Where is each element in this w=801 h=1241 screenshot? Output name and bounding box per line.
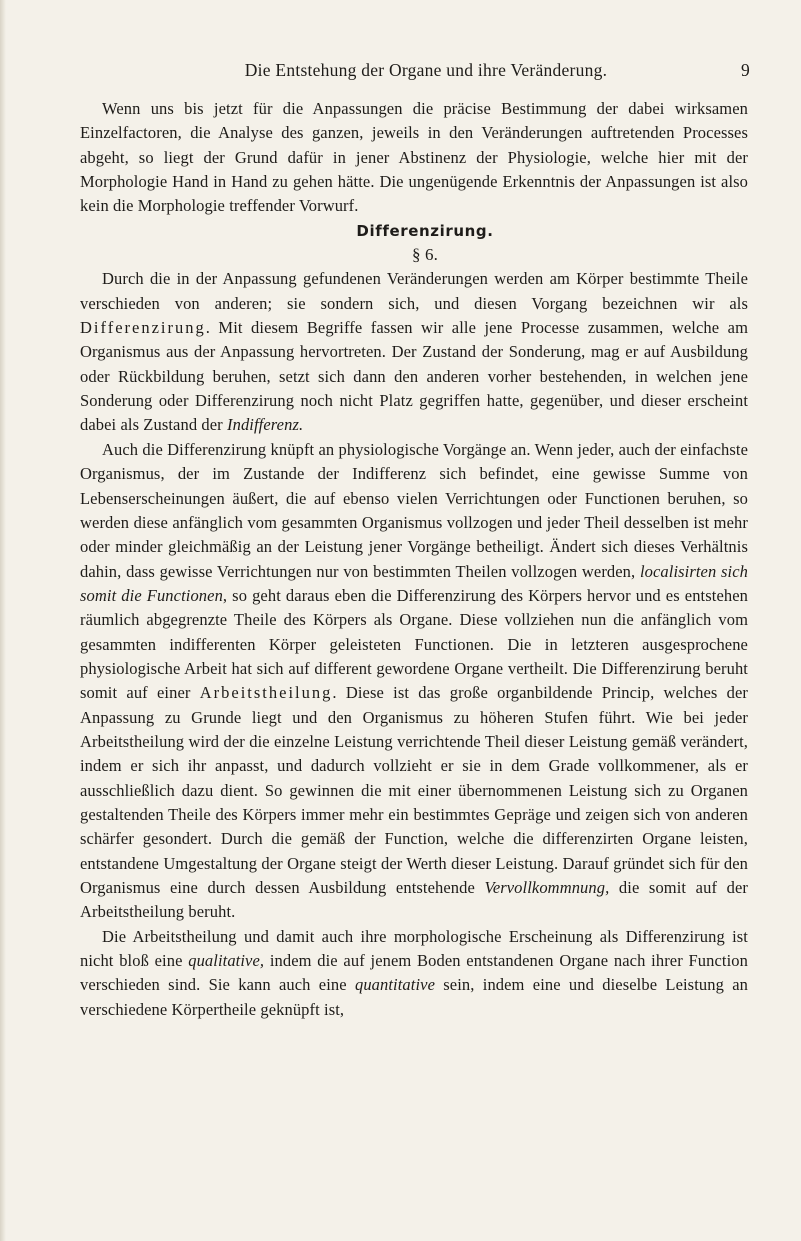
- paragraph-4-text-b: indem die auf jenem Boden entstandenen Organe nach ihrer Function verschieden sind. Sie kann auch eine: [80, 951, 748, 995]
- paragraph-3: [80, 438, 748, 925]
- page-number: 9: [741, 60, 750, 80]
- paragraph-4-text-a: Die Arbeitstheilung und damit auch ihre morphologische Erscheinung als Differenzirung ist nicht bloß eine: [80, 926, 748, 971]
- emphasis-indifferenz: Indifferenz.: [227, 415, 304, 435]
- section-heading: Differenzirung.: [356, 221, 494, 240]
- paragraph-4: [80, 925, 748, 1022]
- emphasis-vervollkommnung: Vervollkommnung,: [484, 878, 610, 897]
- section-number: § 6.: [412, 245, 438, 265]
- paragraph-3-text-d: die somit auf der Arbeitstheilung beruht.: [80, 878, 748, 922]
- running-head: [102, 60, 750, 81]
- paragraph-3-text-a: Auch die Differenzirung knüpft an physiologische Vorgänge an. Wenn jeder, auch der einfachste Organismus, der im Zustande der Indifferenz sich befindet, eine gewisse Summe von Lebenserscheinungen äußert, die auf ebenso vielen Verrichtungen oder Functionen beruhen, so werden diese anfänglich vom gesammten Organismus vollzogen und jeder Theil desselben ist mehr oder minder gleichmäßig an der Leistung jener Vorgänge betheiligt. Ändert sich dieses Verhältnis dahin, dass gewisse Verrichtungen nur von bestimmten Theilen vollzogen werden,: [80, 439, 748, 581]
- emphasis-qualitative: qualitative,: [188, 951, 265, 971]
- paragraph-1: Wenn uns bis jetzt für die Anpassungen die präcise Bestimmung der dabei wirksamen Einzelfactoren, die Analyse des ganzen, jeweils in den Veränderungen auftretenden Processes abgeht, so liegt der Grund dafür in jener Abstinenz der Physiologie, welche hier mit der Morphologie Hand in Hand zu gehen hätte. Die ungenügende Erkenntnis der Anpassungen ist also kein die Morphologie treffender Vorwurf.: [80, 99, 748, 216]
- emphasis-localisirten: localisirten sich somit die Functionen: [80, 561, 748, 605]
- paragraph-3-text-b: , so geht daraus eben die Differenzirung des Körpers hervor und es entstehen räumlich abgegrenzte Theile des Körpers als Organe. Diese vollziehen nun die anfänglich vom gesammten indifferenten Körper geleisteten Functionen. Die in letzteren ausgesprochene physiologische Arbeit hat sich auf different gewordene Organe vertheilt. Die Differenzirung beruht somit auf einer: [80, 585, 748, 703]
- running-head-title: Die Entstehung der Organe und ihre Veränderung.: [244, 60, 608, 80]
- paragraph-2-text-b: . Mit diesem Begriffe fassen wir alle jene Processe zusammen, welche am Organismus aus der Anpassung hervortreten. Der Zustand der Sonderung, mag er auf Ausbildung oder Rückbildung beruhen, setzt sich dann den anderen vorher bestehenden, in welchen jene Sonderung oder Differenzirung noch nicht Platz gegriffen hatte, gegenüber, und dieser erscheint dabei als Zustand der: [80, 318, 748, 435]
- paragraph-2: [80, 267, 748, 437]
- term-differenzirung: Differenzirung: [80, 318, 206, 338]
- emphasis-quantitative: quantitative: [354, 975, 435, 995]
- term-arbeitstheilung: Arbeitstheilung: [199, 683, 333, 703]
- body-text: [80, 97, 748, 1022]
- page-edge-shadow: [0, 0, 6, 1241]
- paragraph-2-text-a: Durch die in der Anpassung gefundenen Veränderungen werden am Körper bestimmte Theile verschieden von anderen; sie sondern sich, und diesen Vorgang bezeichnen wir als: [80, 269, 748, 313]
- paragraph-3-text-c: . Diese ist das große organbildende Princip, welches der Anpassung zu Grunde liegt und den Organismus zu höheren Stufen führt. Wie bei jeder Arbeitstheilung wird der die einzelne Leistung verrichtende Theil dieser Leistung gemäß verändert, indem er sich ihr anpasst, und dadurch vollzieht er sie in dem Grade vollkommener, als er ausschließlich dazu dient. So gewinnen die mit einer übernommenen Leistung sich zu Organen gestaltenden Theile des Körpers immer mehr ein bestimmtes Gepräge und zeigen sich von anderen schärfer gesondert. Durch die gemäß der Function, welche die differenzirten Organe leisten, entstandene Umgestaltung der Organe steigt der Werth dieser Leistung. Darauf gründet sich für den Organismus eine durch dessen Ausbildung entstehende: [80, 683, 748, 897]
- paragraph-4-text-c: sein, indem eine und dieselbe Leistung an verschiedene Körpertheile geknüpft ist,: [80, 975, 748, 1019]
